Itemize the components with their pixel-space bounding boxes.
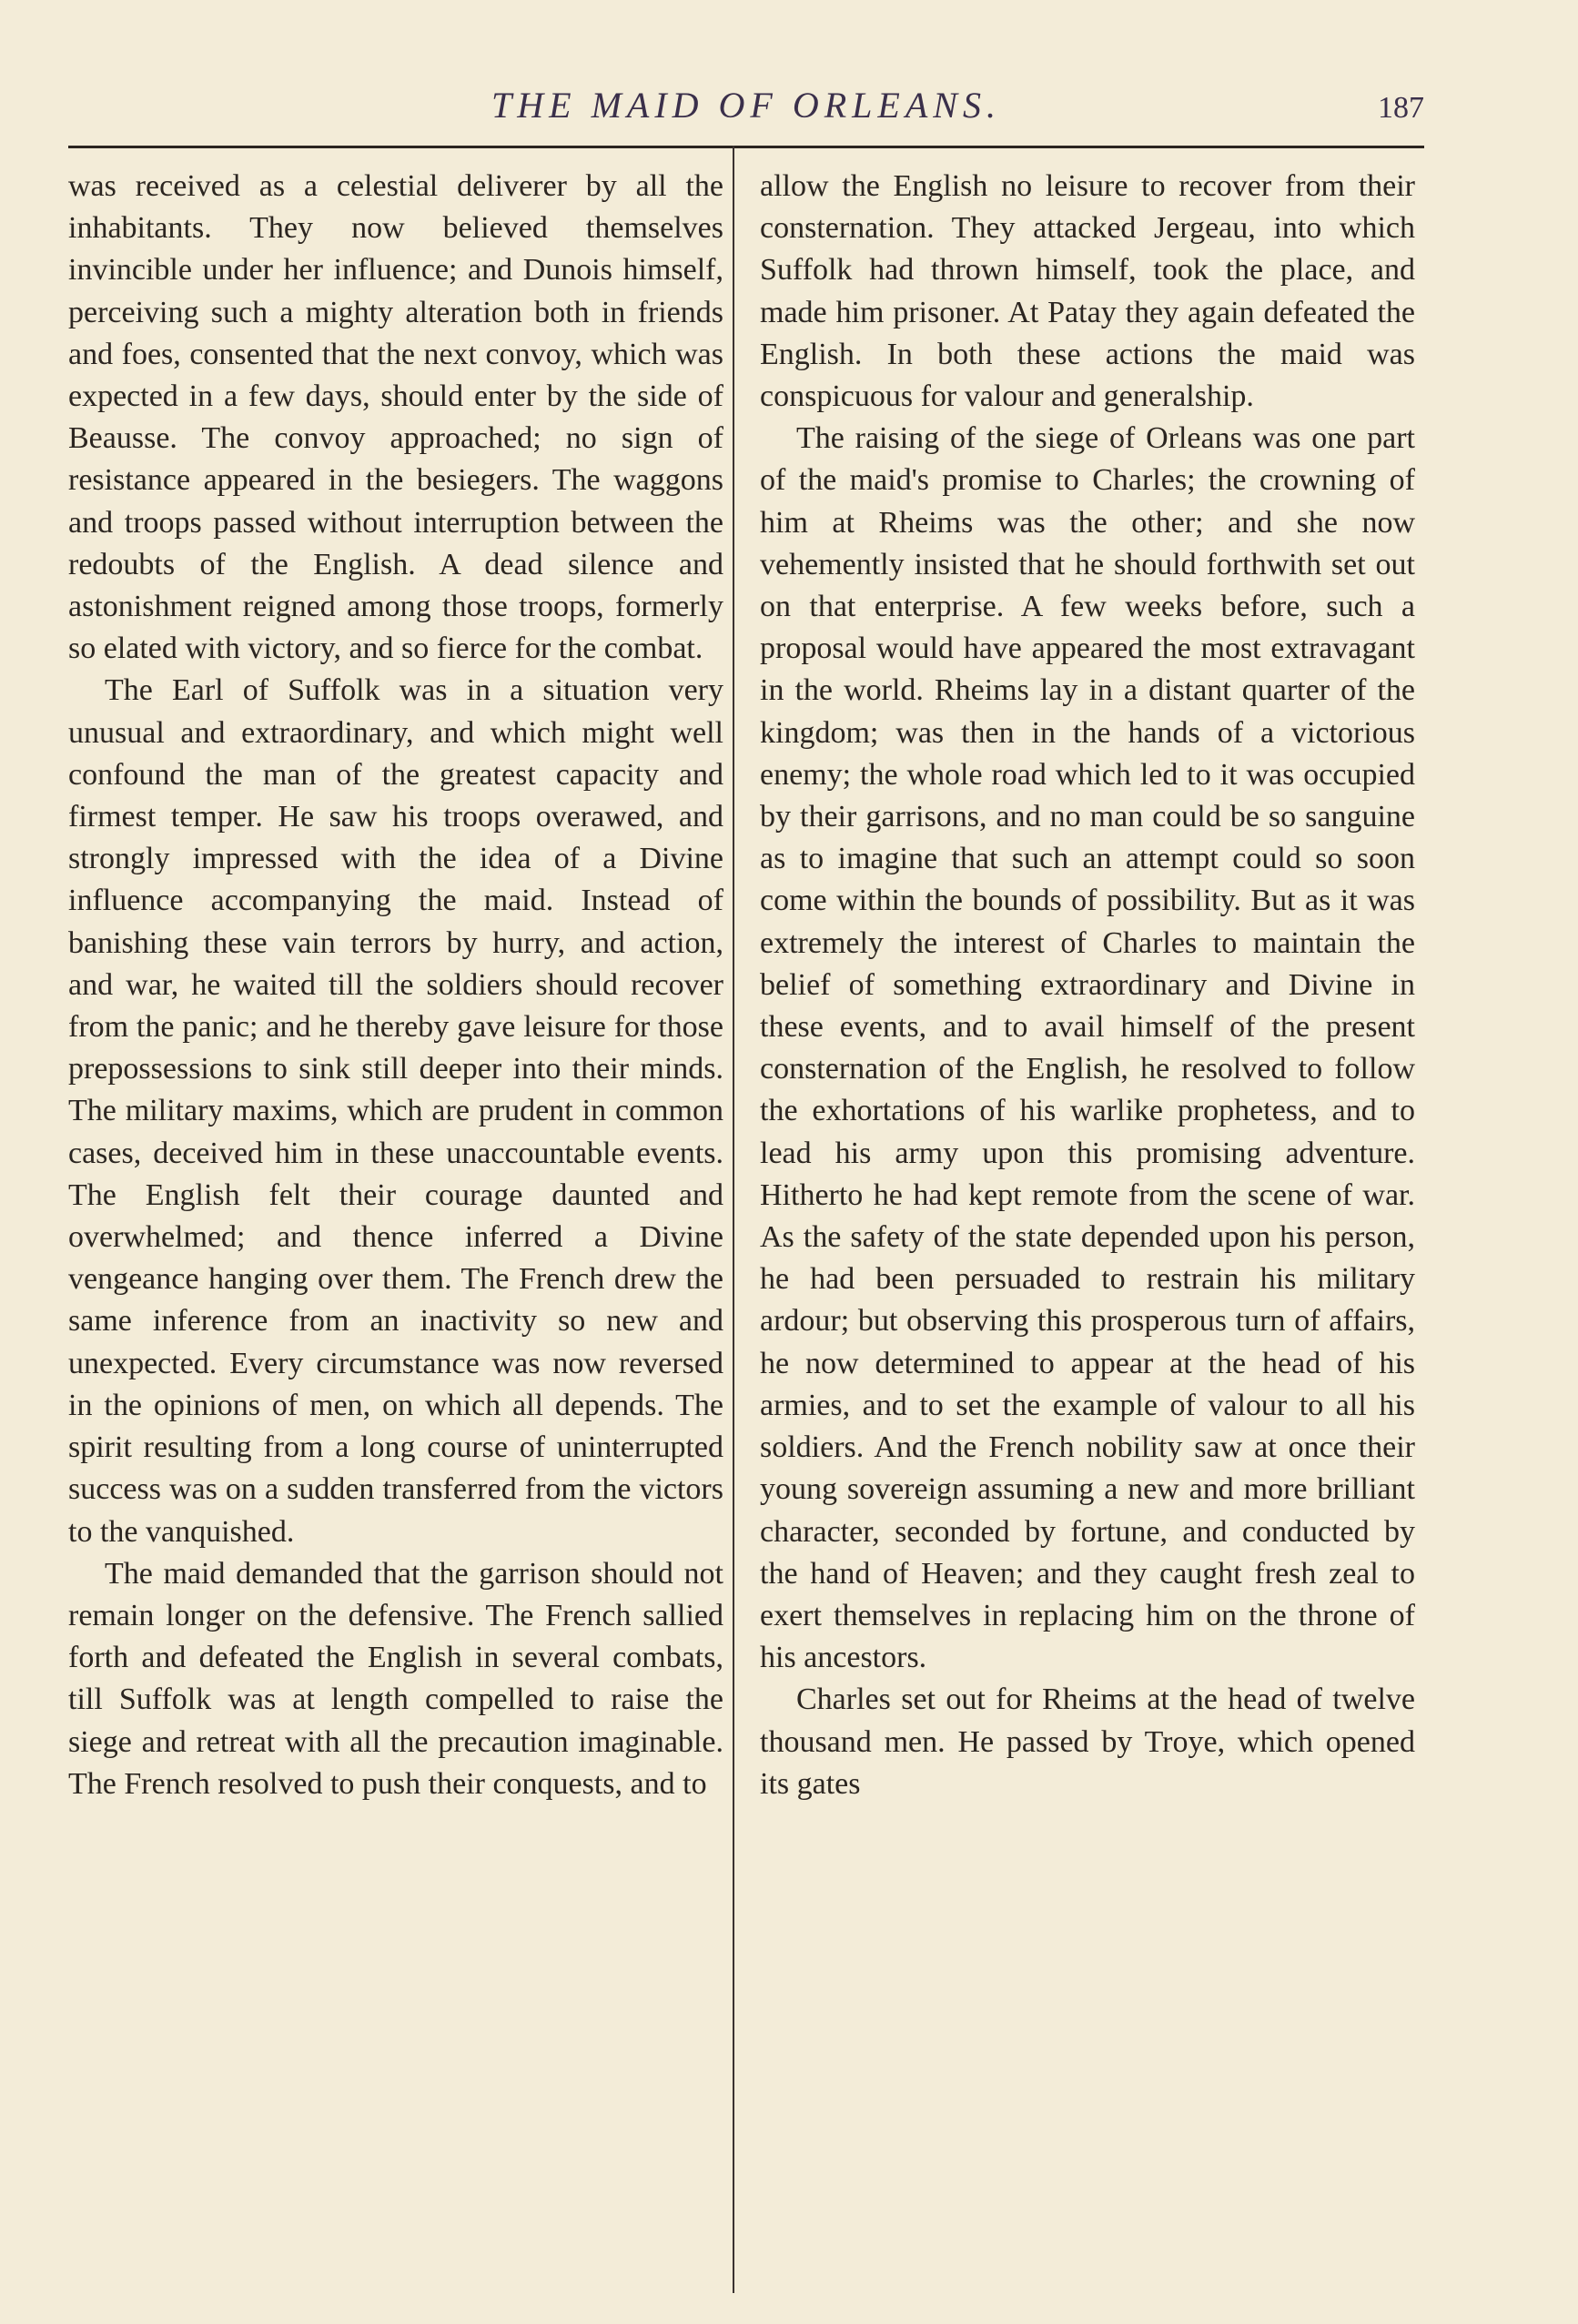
left-column: [68, 166, 723, 1805]
paragraph: allow the English no leisure to recover from their consternation. They attacked Jergeau, into which Suffolk had thrown himself, took the place, and made him prisoner. At Patay they again defeated the English. In both these actions the maid was conspicuous for valour and generalship.: [760, 169, 1415, 414]
paragraph: The Earl of Suffolk was in a situation very unusual and extraordinary, and which might well confound the man of the greatest capacity and firmest temper. He saw his troops overawed, and strongly impressed with the idea of a Divine influence accompanying the maid. Instead of banishing these vain terrors by hurry, and action, and war, he waited till the soldiers should recover from the panic; and he thereby gave leisure for those prepossessions to sink still deeper into their minds. The military maxims, which are prudent in common cases, deceived him in these unaccountable events. The English felt their courage daunted and overwhelmed; and thence inferred a Divine vengeance hanging over them. The French drew the same inference from an inactivity so new and unexpected. Every circumstance was now reversed in the opinions of men, on which all depends. The spirit resulting from a long course of uninterrupted success was on a sudden transferred from the victors to the vanquished.: [68, 673, 723, 1549]
column-divider: [733, 146, 734, 2293]
paragraph: was received as a celestial deliverer by all the inhabitants. They now believed themselves invincible under her influence; and Dunois himself, perceiving such a mighty alteration both in friends and foes, consented that the next convoy, which was expected in a few days, should enter by the side of Beausse. The convoy approached; no sign of resistance appeared in the besiegers. The waggons and troops passed without interruption between the redoubts of the English. A dead silence and astonishment reigned among those troops, formerly so elated with victory, and so fierce for the combat.: [68, 169, 723, 666]
paragraph: The maid demanded that the garrison should not remain longer on the defensive. The French sallied forth and defeated the English in several combats, till Suffolk was at length compelled to raise the siege and retreat with all the precaution imaginable. The French resolved to push their conquests, and to: [68, 1556, 723, 1801]
page-number: 187: [1378, 91, 1424, 125]
page-header: [68, 84, 1424, 127]
right-column: [760, 166, 1415, 1805]
header-rule: [68, 146, 1424, 148]
paragraph: The raising of the siege of Orleans was one part of the maid's promise to Charles; the crowning of him at Rheims was the other; and she now vehemently insisted that he should forthwith set out on that enterprise. A few weeks before, such a proposal would have appeared the most extravagant in the world. Rheims lay in a distant quarter of the kingdom; was then in the hands of a victorious enemy; the whole road which led to it was occupied by their garrisons, and no man could be so sanguine as to imagine that such an attempt could so soon come within the bounds of possibility. But as it was extremely the interest of Charles to maintain the belief of something extraordinary and Divine in these events, and to avail himself of the present consternation of the English, he resolved to follow the exhortations of his warlike prophetess, and to lead his army upon this promising adventure. Hitherto he had kept remote from the scene of war. As the safety of the state depended upon his person, he had been persuaded to restrain his military ardour; but observing this prosperous turn of affairs, he now determined to appear at the head of his armies, and to set the example of valour to all his soldiers. And the French nobility saw at once their young sovereign assuming a new and more brilliant character, seconded by fortune, and conducted by the hand of Heaven; and they caught fresh zeal to exert themselves in replacing him on the throne of his ancestors.: [760, 421, 1415, 1675]
paragraph: Charles set out for Rheims at the head of twelve thousand men. He passed by Troye, which opened its gates: [760, 1682, 1415, 1801]
running-title: THE MAID OF ORLEANS.: [491, 85, 1001, 126]
